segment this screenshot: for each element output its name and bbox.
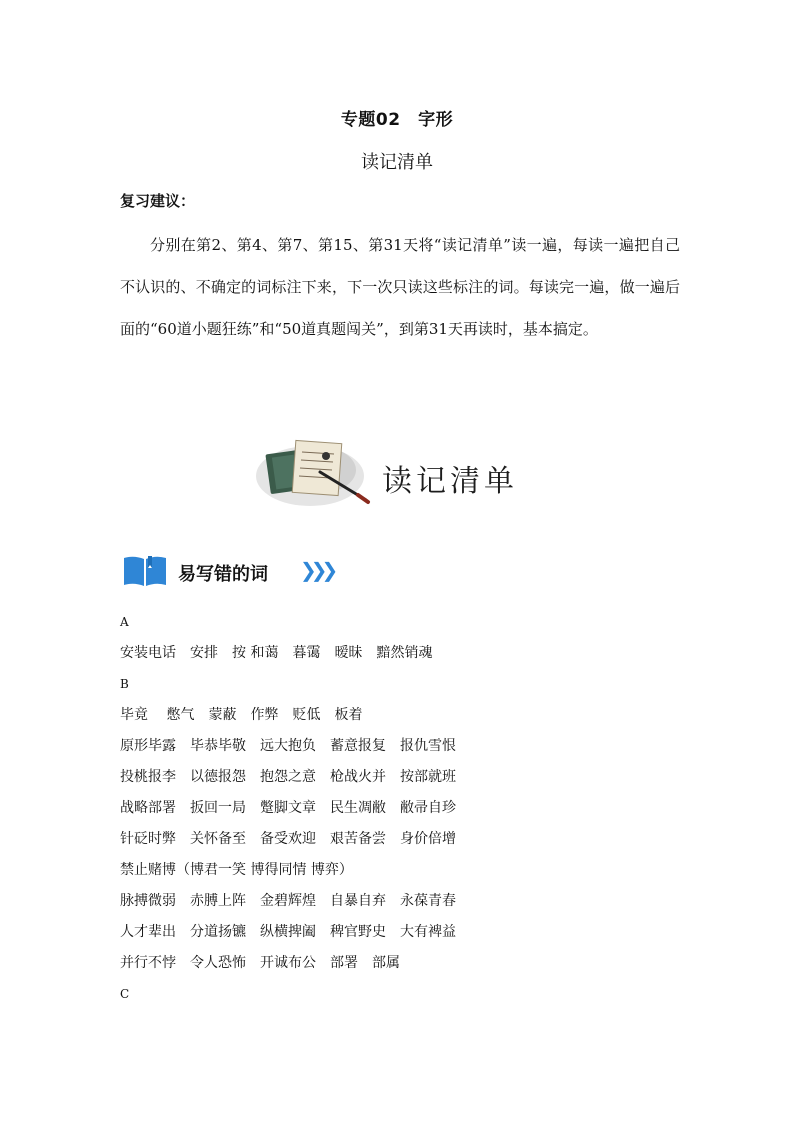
section-title: 易写错的词 [178, 564, 268, 585]
word-row: 安装电话 安排 按 和蔼 暮霭 暧昧 黯然销魂 [120, 645, 433, 661]
section-header [122, 550, 382, 594]
word-row: 并行不悖 令人恐怖 开诚布公 部署 部属 [120, 955, 400, 971]
word-list [120, 611, 680, 1014]
word-row: 禁止赌博（博君一笑 博得同情 博弈） [120, 862, 353, 878]
page-subtitle: 读记清单 [361, 152, 433, 173]
word-row: 战略部署 扳回一局 蹩脚文章 民生凋敝 敝帚自珍 [120, 800, 456, 816]
reading-list-banner [254, 434, 534, 510]
page-title: 专题02 字形 [340, 110, 454, 130]
letter-heading: B [120, 677, 129, 691]
advice-heading: 复习建议： [120, 192, 196, 210]
word-row: 原形毕露 毕恭毕敬 远大抱负 蓄意报复 报仇雪恨 [120, 738, 456, 754]
word-row: 脉搏微弱 赤膊上阵 金碧辉煌 自暴自弃 永葆青春 [120, 893, 456, 909]
chevron-right-icon: ❯❯❯ [300, 558, 333, 582]
letter-heading: A [120, 615, 129, 629]
word-row: 人才辈出 分道扬镳 纵横捭阖 稗官野史 大有裨益 [120, 924, 456, 940]
book-scroll-icon [254, 434, 374, 510]
open-book-icon [122, 554, 168, 588]
banner-title: 读记清单 [382, 464, 518, 499]
word-row: 投桃报李 以德报怨 抱怨之意 枪战火并 按部就班 [120, 769, 456, 785]
advice-paragraph: 分别在第2、第4、第7、第15、第31天将“读记清单”读一遍，每读一遍把自己不认识的、不确定的词标注下来，下一次只读这些标注的词。每读完一遍，做一遍后面的“60道小题狂练”和“50道真题闯关”，到第31天再读时，基本搞定。 [120, 236, 680, 338]
letter-heading: C [120, 987, 130, 1001]
word-row: 毕竟 憋气 蒙蔽 作弊 贬低 板着 [120, 707, 363, 723]
word-row: 针砭时弊 关怀备至 备受欢迎 艰苦备尝 身价倍增 [120, 831, 456, 847]
